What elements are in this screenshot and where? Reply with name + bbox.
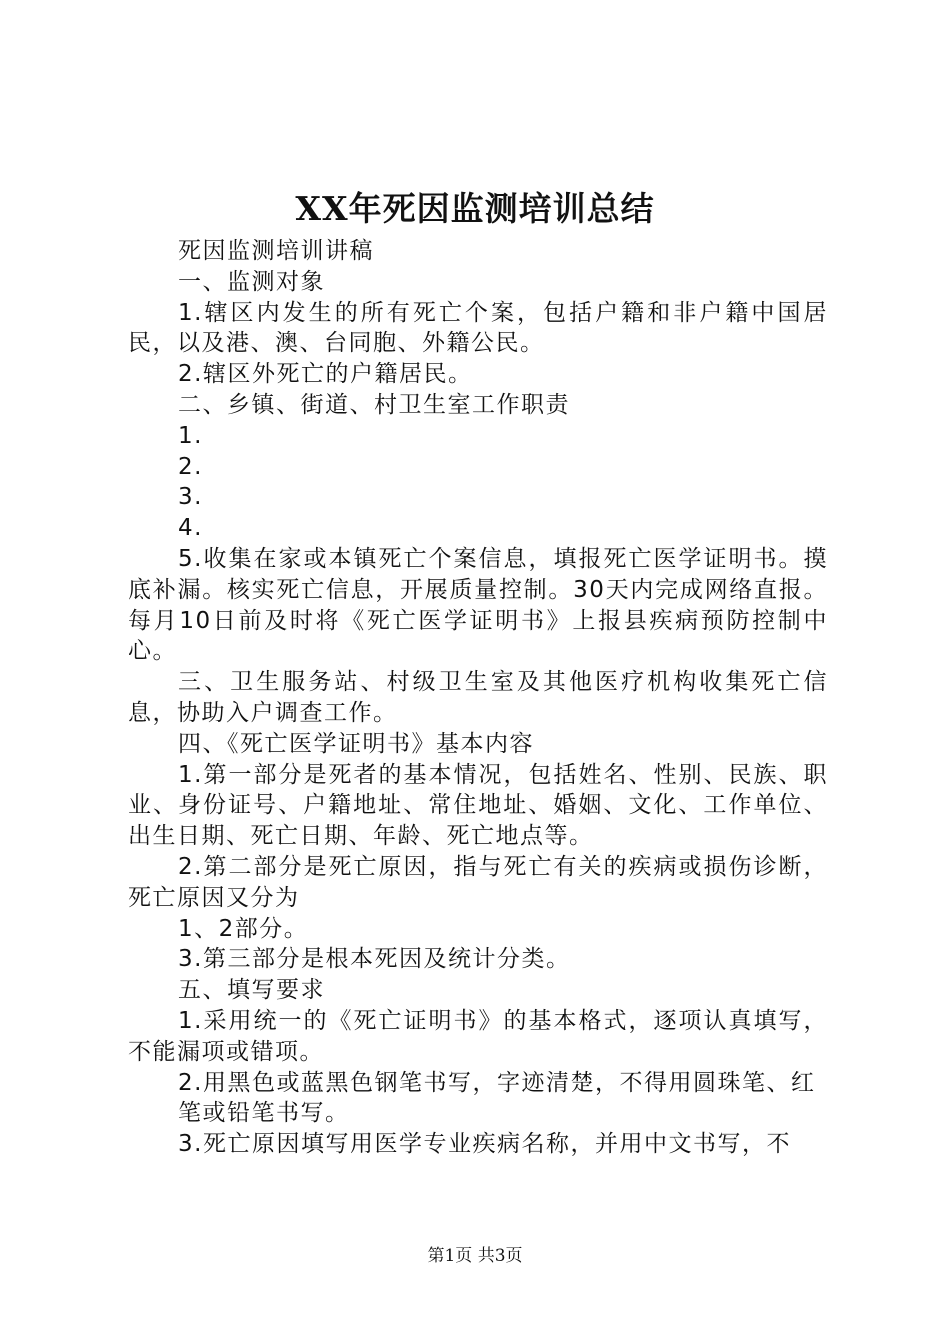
paragraph: 3.死亡原因填写用医学专业疾病名称，并用中文书写，不 <box>178 1131 791 1158</box>
paragraph: 2.用黑色或蓝黑色钢笔书写，字迹清楚，不得用圆珠笔、红 <box>178 1069 816 1096</box>
section-heading: 五、填写要求 <box>178 977 325 1004</box>
list-item: 1. <box>178 422 203 449</box>
paragraph: 笔或铅笔书写。 <box>178 1100 350 1127</box>
paragraph: 1.辖区内发生的所有死亡个案，包括户籍和非户籍中国居民，以及港、澳、台同胞、外籍公民。 <box>128 299 828 357</box>
list-item: 3. <box>178 484 203 511</box>
paragraph: 1.第一部分是死者的基本情况，包括姓名、性别、民族、职业、身份证号、户籍地址、常住地址、婚姻、文化、工作单位、出生日期、死亡日期、年龄、死亡地点等。 <box>128 761 828 850</box>
page-footer: 第1页 共3页 <box>427 1246 523 1266</box>
paragraph: 1.采用统一的《死亡证明书》的基本格式，逐项认真填写，不能漏项或错项。 <box>128 1007 828 1065</box>
document-title: XX年死因监测培训总结 <box>295 189 655 228</box>
paragraph: 2.第二部分是死亡原因，指与死亡有关的疾病或损伤诊断，死亡原因又分为 <box>128 853 828 911</box>
document-body <box>128 236 828 1160</box>
paragraph: 1、2部分。 <box>178 915 309 942</box>
section-heading: 二、乡镇、街道、村卫生室工作职责 <box>178 391 570 418</box>
paragraph: 5.收集在家或本镇死亡个案信息，填报死亡医学证明书。摸底补漏。核实死亡信息，开展质量控制。30天内完成网络直报。每月10日前及时将《死亡医学证明书》上报县疾病预防控制中心。 <box>128 545 828 665</box>
section-heading: 四、《死亡医学证明书》基本内容 <box>178 730 534 757</box>
section-heading: 一、监测对象 <box>178 268 325 295</box>
list-item: 2. <box>178 453 203 480</box>
paragraph: 死因监测培训讲稿 <box>178 238 374 264</box>
paragraph: 2.辖区外死亡的户籍居民。 <box>178 361 473 388</box>
paragraph: 3.第三部分是根本死因及统计分类。 <box>178 946 571 973</box>
section-heading: 三、卫生服务站、村级卫生室及其他医疗机构收集死亡信息，协助入户调查工作。 <box>128 669 828 726</box>
list-item: 4. <box>178 515 203 542</box>
